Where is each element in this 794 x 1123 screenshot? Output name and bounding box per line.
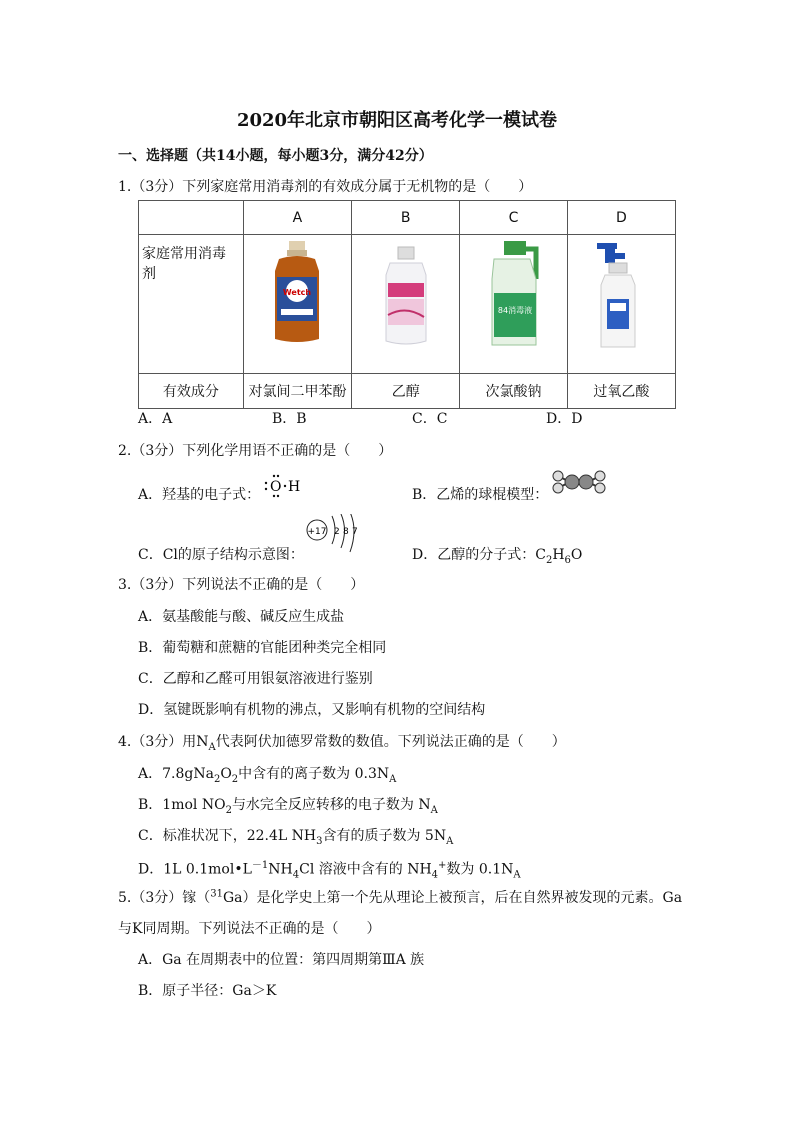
component-b: 乙醇 <box>352 374 460 409</box>
table-row-label: 家庭常用消毒剂 <box>139 235 244 374</box>
q1-answer-a: A．A <box>138 411 173 427</box>
shell-2-electrons: 8 <box>343 527 349 537</box>
q3-option-d: D．氢键既影响有机物的沸点，又影响有机物的空间结构 <box>138 702 486 718</box>
q1-answer-b: B．B <box>272 411 307 427</box>
ethylene-ball-stick-model <box>550 468 608 500</box>
q3-option-a: A．氨基酸能与酸、碱反应生成盐 <box>138 609 345 625</box>
table-header-c: C <box>460 201 567 235</box>
page-title: 2020年北京市朝阳区高考化学一模试卷 <box>236 110 558 131</box>
shell-1-electrons: 2 <box>334 527 340 537</box>
q5-option-a: A．Ga 在周期表中的位置：第四周期第ⅢA 族 <box>138 952 425 968</box>
table-header-d: D <box>567 201 675 235</box>
electron-dot-diagram <box>262 472 308 502</box>
bottle-b-cell <box>352 235 460 374</box>
table-header-a: A <box>243 201 351 235</box>
q3-option-c: C．乙醇和乙醛可用银氨溶液进行鉴别 <box>138 671 373 687</box>
table-row2-label: 有效成分 <box>139 374 244 409</box>
q2-option-b: B．乙烯的球棍模型： <box>412 487 549 503</box>
bottle-d-cell <box>567 235 675 374</box>
q2-option-c: C．Cl的原子结构示意图： <box>138 547 304 563</box>
hydroxyl-electron-formula <box>262 472 308 506</box>
q4-option-c: C．标准状况下，22.4L $NH_3$含有的质子数为 $5N_A$ <box>138 828 454 847</box>
q1-answer-c: C．C <box>412 411 448 427</box>
disinfectant-bottle-b-image <box>366 241 446 349</box>
question-4-stem: 4.（3分）用$N_A$代表阿伏加德罗常数的数值。下列说法正确的是（ ） <box>118 734 566 753</box>
hydrogen-symbol: H <box>288 479 301 495</box>
question-5-stem-line2: 与K同周期。下列说法不正确的是（ ） <box>118 921 381 937</box>
q5-option-b: B．原子半径：Ga＞K <box>138 983 277 999</box>
table-header-b: B <box>352 201 460 235</box>
ball-stick-model-icon <box>550 468 608 496</box>
oxygen-symbol: O <box>270 479 282 495</box>
question-5-stem: 5.（3分）镓（$^{31}$Ga）是化学史上第一个先从理论上被预言，后在自然界被发现的元素。Ga <box>118 888 683 906</box>
question-1-table <box>138 200 676 409</box>
q3-option-b: B．葡萄糖和蔗糖的官能团种类完全相同 <box>138 640 387 656</box>
atomic-structure-icon <box>304 514 364 556</box>
component-c: 次氯酸钠 <box>460 374 567 409</box>
component-d: 过氧乙酸 <box>567 374 675 409</box>
bottle-c-cell <box>460 235 567 374</box>
q2-option-d: D．乙醇的分子式：$C_2H_6O$ <box>412 547 583 566</box>
shell-3-electrons: 7 <box>352 527 358 537</box>
disinfectant-bottle-a-image <box>257 239 337 347</box>
q4-option-d: D．1L $0.1mol•L^{-1}NH_4Cl$ 溶液中含有的 $NH_4^+$数为 $0.1N_A$ <box>138 860 521 881</box>
nucleus-charge: +17 <box>307 527 327 537</box>
q2-option-a: A．羟基的电子式： <box>138 487 261 503</box>
section-heading: 一、选择题（共14小题，每小题3分，满分42分） <box>118 148 433 164</box>
chlorine-atom-structure-diagram <box>304 514 364 560</box>
q1-answer-d: D．D <box>546 411 583 427</box>
question-3-stem: 3.（3分）下列说法不正确的是（ ） <box>118 577 365 593</box>
q4-option-a: A．$7.8gNa_2O_2$中含有的离子数为 $0.3N_A$ <box>138 766 397 785</box>
table-header-empty <box>139 201 244 235</box>
bottle-a-brand-text: Wetch <box>283 288 312 297</box>
component-a: 对氯间二甲苯酚 <box>243 374 351 409</box>
question-2-stem: 2.（3分）下列化学用语不正确的是（ ） <box>118 443 393 459</box>
bottle-c-label-text: 84消毒液 <box>497 306 532 315</box>
question-1-stem: 1.（3分）下列家庭常用消毒剂的有效成分属于无机物的是（ ） <box>118 179 533 195</box>
disinfectant-bottle-c-image <box>474 239 554 351</box>
q4-option-b: B．1mol $NO_2$与水完全反应转移的电子数为 $N_A$ <box>138 797 438 816</box>
disinfectant-bottle-d-image <box>581 239 661 351</box>
bottle-a-cell <box>243 235 351 374</box>
